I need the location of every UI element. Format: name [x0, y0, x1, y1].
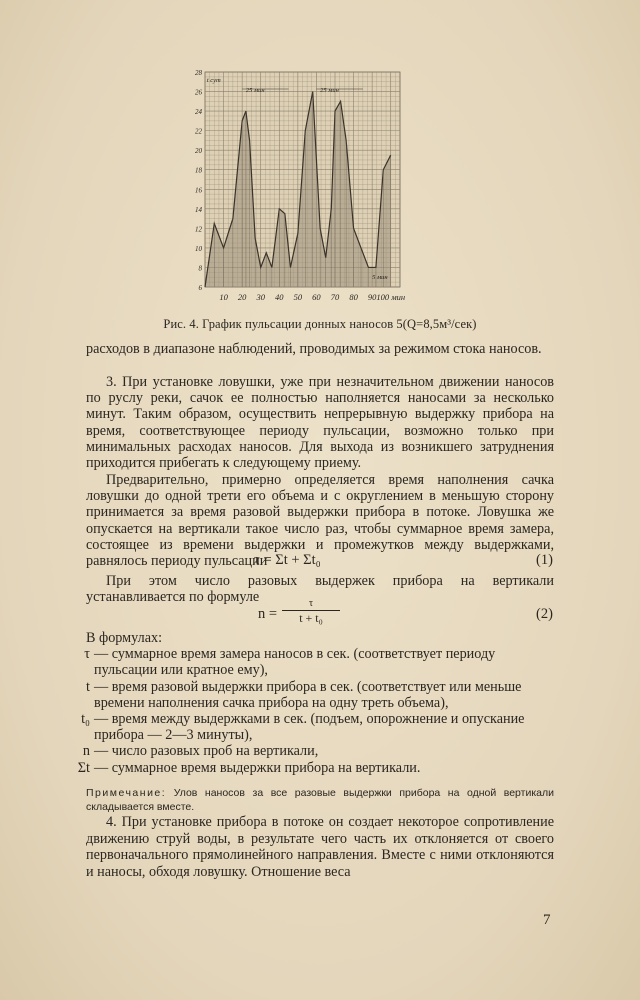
- note-text: Улов наносов за все разовые выдержки прибора на одной вертикали складывается вместе.: [86, 787, 554, 813]
- y-tick-label: 28: [195, 69, 202, 77]
- chart-annotation: 5 мин: [372, 274, 388, 281]
- x-tick-label: 30: [256, 292, 265, 302]
- def-text: — время между выдержками в сек. (подъем, опорожнение и опускание прибора — 2—3 минуты),: [94, 711, 525, 744]
- chart-annotation: 25 мин: [245, 87, 265, 94]
- x-tick-label: 10: [219, 292, 228, 302]
- para-top: [86, 341, 554, 357]
- y-tick-label: 8: [198, 264, 202, 273]
- formula-2-denominator: t + t₀: [299, 611, 323, 625]
- definitions: [70, 630, 560, 776]
- page-number: 7: [543, 912, 551, 928]
- para-4: [86, 814, 554, 880]
- y-tick-label: 14: [195, 205, 202, 214]
- x-tick-label: 80: [349, 292, 358, 302]
- x-tick-label: 40: [275, 292, 284, 302]
- y-tick-label: 20: [195, 147, 202, 156]
- def-symbol: Σt: [77, 759, 90, 776]
- def-item: [70, 760, 560, 776]
- para-pre-text: Предварительно, примерно определяется время наполнения сачка ловушки до одной трети его объема и с округлением в меньшую сторону принимается за время разовой выдержки прибора в потоке. Ловушка же опускается на вертикали такое число раз, чтобы суммарное время замера, состоящее из времени выдержки и промежутков между выдержками, равнялось периоду пульсации: [86, 472, 554, 570]
- y-tick-label: 22: [195, 127, 202, 136]
- formula-2-fraction: [282, 598, 340, 626]
- y-tick-label: 6: [198, 284, 202, 292]
- x-tick-label: 60: [312, 292, 321, 302]
- figure-caption: Рис. 4. График пульсации донных наносов 5(Q=8,5м³/сек): [163, 317, 477, 331]
- in-formulas: В формулах:: [86, 630, 163, 646]
- y-tick-label: 16: [195, 186, 202, 195]
- def-symbol: t₀: [81, 711, 90, 728]
- def-item: [70, 646, 560, 678]
- note: [86, 787, 554, 814]
- x-tick-label: 90: [367, 292, 377, 302]
- def-symbol: τ: [84, 646, 90, 663]
- def-symbol: t: [86, 678, 90, 695]
- pulsation-chart: [180, 62, 470, 320]
- def-item: [70, 679, 560, 711]
- para-4-text: 4. При установке прибора в потоке он создает некоторое сопротивление движению струй воды, в результате чего часть их отклоняется от своего первоначального прямолинейного направления. Вместе с ними отклоняются и наносы, обходя ловушку. Отношение веса: [86, 814, 554, 880]
- def-item: [70, 743, 560, 759]
- para-n-text: При этом число разовых выдержек прибора на вертикали устанавливается по формуле: [86, 573, 554, 606]
- x-tick-label: 70: [330, 292, 340, 302]
- def-text: — суммарное время замера наносов в сек. (соответствует периоду пульсации или кратное ему),: [94, 646, 496, 679]
- y-tick-label: 10: [195, 244, 202, 253]
- eqno-2: (2): [536, 606, 553, 622]
- def-symbol: n: [82, 743, 90, 760]
- y-tick-label: 12: [195, 225, 202, 234]
- note-label: Примечание:: [86, 787, 167, 799]
- y-tick-label: 26: [195, 88, 202, 97]
- para-3: [86, 374, 554, 471]
- x-tick-label: 20: [237, 292, 247, 302]
- def-text: — суммарное время выдержки прибора на вертикали.: [94, 759, 421, 776]
- def-text: — время разовой выдержки прибора в сек. (соответствует или меньше времени наполнения сачка прибора на одну треть объема),: [94, 678, 522, 711]
- para-top-text: расходов в диапазоне наблюдений, проводимых за режимом стока наносов.: [86, 341, 542, 357]
- chart-annotation: t сут: [206, 77, 221, 84]
- para-3-text: 3. При установке ловушки, уже при незначительном движении наносов по руслу реки, сачок ее полностью наполняется наносами за несколько минут. Таким образом, осуществить непрерывную выдержку прибора на время, соответствующее периоду пульсации, возможно только при минимальных расходах наносов. Для выхода из возникшего затруднения приходится прибегать к следующему приему.: [86, 374, 554, 472]
- x-tick-label: 100 мин: [376, 292, 406, 302]
- eqno-1: (1): [536, 552, 553, 568]
- y-tick-label: 24: [195, 108, 202, 117]
- def-text: — число разовых проб на вертикали,: [94, 743, 319, 760]
- chart-annotation: 25 мин: [320, 87, 339, 94]
- y-tick-label: 18: [195, 166, 202, 175]
- formula-2-left: n =: [258, 606, 278, 622]
- formula-2-numerator: τ: [282, 598, 340, 611]
- formula-1: τ = Σt + Σt₀: [254, 552, 321, 568]
- def-item: [70, 711, 560, 743]
- x-tick-label: 50: [293, 292, 303, 302]
